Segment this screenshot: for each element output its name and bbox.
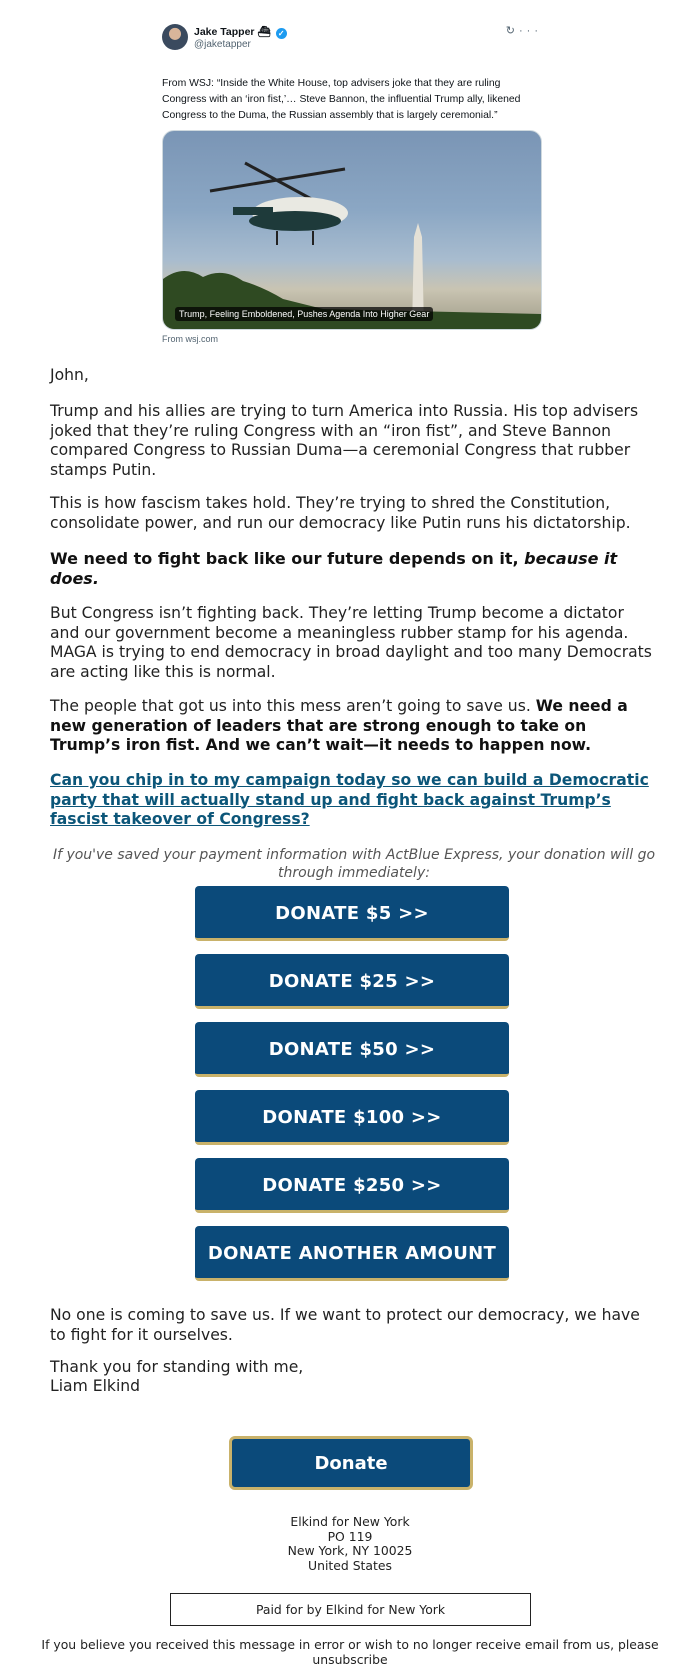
refresh-icon[interactable]: ↻ xyxy=(505,25,519,37)
tweet-source[interactable]: From wsj.com xyxy=(162,334,218,344)
paragraph-5-bold: We need a new generation of leaders that are strong enough to take on Trump’s iron fist. And we can’t wait—it needs to happen now. xyxy=(50,697,628,754)
cta-paragraph xyxy=(50,771,658,830)
tweet-author-name[interactable]: Jake Tapper ⛴ ✓ xyxy=(194,25,287,39)
signoff: Thank you for standing with me, xyxy=(50,1358,304,1376)
address-line: Elkind for New York xyxy=(290,1514,410,1529)
actblue-note: If you've saved your payment information with ActBlue Express, your donation will go through immediately: xyxy=(52,847,656,881)
avatar[interactable] xyxy=(162,24,188,50)
signature: Liam Elkind xyxy=(50,1377,141,1395)
donate-5-button[interactable]: DONATE $5 >> xyxy=(195,886,509,941)
donate-50-button[interactable]: DONATE $50 >> xyxy=(195,1022,509,1077)
donate-button[interactable]: Donate xyxy=(229,1436,473,1490)
tweet-text: From WSJ: “Inside the White House, top advisers joke that they are ruling Congress with an ‘iron fist,’… Steve Bannon, the influential Trump ally, likened Congress to the Duma, the Russian assembly that is largely ceremonial.” xyxy=(162,78,521,121)
paragraph-5-plain: The people that got us into this mess aren’t going to save us. xyxy=(50,697,536,715)
unsubscribe-footer[interactable]: If you believe you received this message in error or wish to no longer receive email from us, please unsubscribe xyxy=(41,1637,659,1667)
paragraph-3-italic: because it does. xyxy=(50,549,618,588)
mailing-address xyxy=(0,1515,700,1573)
paragraph-2: This is how fascism takes hold. They’re trying to shred the Constitution, consolidate power, and run our democracy like Putin runs his dictatorship. xyxy=(50,494,631,532)
donate-100-button[interactable]: DONATE $100 >> xyxy=(195,1090,509,1145)
cta-link[interactable]: Can you chip in to my campaign today so we can build a Democratic party that will actually stand up and fight back against Trump’s fascist takeover of Congress? xyxy=(50,771,649,828)
tweet-link-card[interactable] xyxy=(162,130,542,330)
greeting: John, xyxy=(50,366,89,384)
tweet-header xyxy=(162,18,542,54)
paragraph-5 xyxy=(50,697,658,756)
paragraph-6: No one is coming to save us. If we want to protect our democracy, we have to fight for it ourselves. xyxy=(50,1306,640,1344)
donate-another-amount-button[interactable]: DONATE ANOTHER AMOUNT xyxy=(195,1226,509,1281)
more-icon[interactable]: ··· xyxy=(519,25,542,37)
ferry-emoji-icon: ⛴ xyxy=(257,26,271,38)
paragraph-4: But Congress isn’t fighting back. They’re letting Trump become a dictator and our government become a meaningless rubber stamp for his agenda. MAGA is trying to end democracy in broad daylight and too many Democrats are acting like this is normal. xyxy=(50,604,652,681)
paid-for-disclaimer: Paid for by Elkind for New York xyxy=(170,1593,531,1626)
card-caption: Trump, Feeling Emboldened, Pushes Agenda Into Higher Gear xyxy=(175,307,433,321)
address-line: New York, NY 10025 xyxy=(287,1543,413,1558)
paragraph-1: Trump and his allies are trying to turn America into Russia. His top advisers joked that they’re ruling Congress with an “iron fist”, and Steve Bannon compared Congress to Russian Duma—a ceremonial Congress that rubber stamps Putin. xyxy=(50,402,639,479)
tweet-actions xyxy=(506,24,542,37)
tweet-author-handle[interactable]: @jaketapper xyxy=(194,39,251,50)
address-line: PO 119 xyxy=(327,1528,373,1544)
embedded-tweet[interactable] xyxy=(162,18,542,344)
donate-25-button[interactable]: DONATE $25 >> xyxy=(195,954,509,1009)
donate-250-button[interactable]: DONATE $250 >> xyxy=(195,1158,509,1213)
verified-badge-icon: ✓ xyxy=(276,28,287,39)
helicopter-image xyxy=(205,161,355,251)
paragraph-3 xyxy=(50,549,658,589)
address-line: United States xyxy=(308,1557,392,1573)
paragraph-3-bold: We need to fight back like our future depends on it, xyxy=(50,549,525,568)
